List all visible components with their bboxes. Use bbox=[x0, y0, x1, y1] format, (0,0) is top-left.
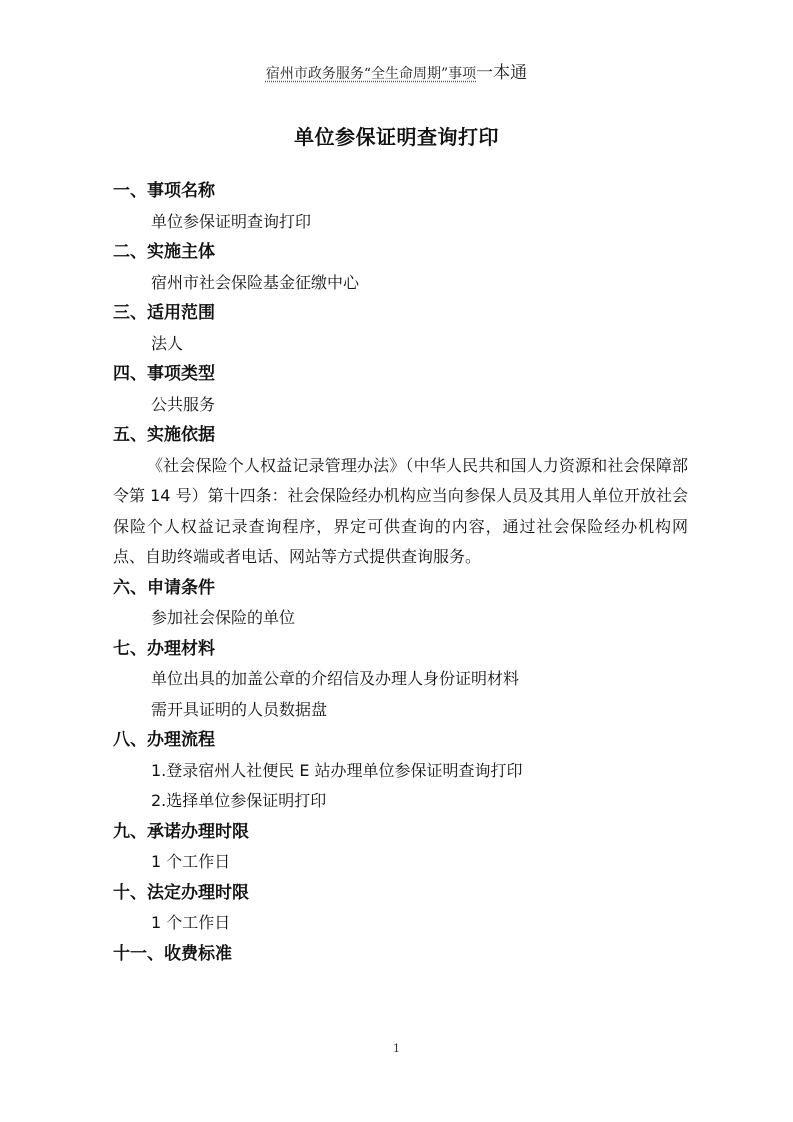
section-paragraph: 《社会保险个人权益记录管理办法》（中华人民共和国人力资源和社会保障部令第 14 号）第十四条：社会保险经办机构应当向参保人员及其用人单位开放社会保险个人权益记录查询程序，界定可供查询的内容，通过社会保险经办机构网点、自助终端或者电话、网站等方式提供查询服务。 bbox=[113, 455, 688, 566]
section-heading: 十、法定办理时限 bbox=[113, 882, 249, 903]
section-implementing-body bbox=[113, 237, 688, 298]
section-line: 1 个工作日 bbox=[151, 913, 231, 932]
section-promised-time bbox=[113, 817, 688, 878]
section-line: 2.选择单位参保证明打印 bbox=[151, 791, 327, 810]
section-heading: 七、办理材料 bbox=[113, 638, 215, 659]
section-process bbox=[113, 725, 688, 817]
section-heading: 五、实施依据 bbox=[113, 425, 215, 445]
document-title: 单位参保证明查询打印 bbox=[294, 125, 499, 149]
section-fees bbox=[113, 939, 688, 970]
header-text: 宿州市政务服务“全生命周期”事项 bbox=[265, 66, 477, 82]
section-item-type bbox=[113, 359, 688, 420]
section-heading: 十一、收费标准 bbox=[113, 943, 232, 964]
section-heading: 四、事项类型 bbox=[113, 364, 215, 384]
section-line: 单位出具的加盖公章的介绍信及办理人身份证明材料 bbox=[151, 669, 520, 688]
section-heading: 八、办理流程 bbox=[113, 730, 215, 750]
section-item-name bbox=[113, 176, 688, 237]
section-line: 公共服务 bbox=[151, 394, 216, 414]
section-heading: 三、适用范围 bbox=[113, 303, 215, 323]
page-header bbox=[0, 58, 793, 83]
section-legal-basis bbox=[113, 420, 688, 573]
document-body bbox=[113, 176, 688, 969]
section-materials bbox=[113, 634, 688, 726]
section-line: 参加社会保险的单位 bbox=[151, 608, 296, 627]
section-line: 法人 bbox=[151, 333, 184, 353]
section-heading: 六、申请条件 bbox=[113, 577, 215, 598]
section-heading: 一、事项名称 bbox=[113, 181, 215, 201]
section-line: 需开具证明的人员数据盘 bbox=[151, 699, 328, 719]
section-legal-time bbox=[113, 878, 688, 939]
section-line: 单位参保证明查询打印 bbox=[151, 211, 312, 231]
section-heading: 二、实施主体 bbox=[113, 242, 215, 262]
section-scope bbox=[113, 298, 688, 359]
section-heading: 九、承诺办理时限 bbox=[113, 821, 249, 842]
page-number: 1 bbox=[393, 1042, 400, 1055]
header-tail-text: 一本通 bbox=[476, 63, 528, 83]
section-conditions bbox=[113, 573, 688, 634]
section-line: 1.登录宿州人社便民 E 站办理单位参保证明查询打印 bbox=[151, 760, 523, 780]
section-line: 1 个工作日 bbox=[151, 852, 231, 871]
section-line: 宿州市社会保险基金征缴中心 bbox=[151, 272, 360, 292]
